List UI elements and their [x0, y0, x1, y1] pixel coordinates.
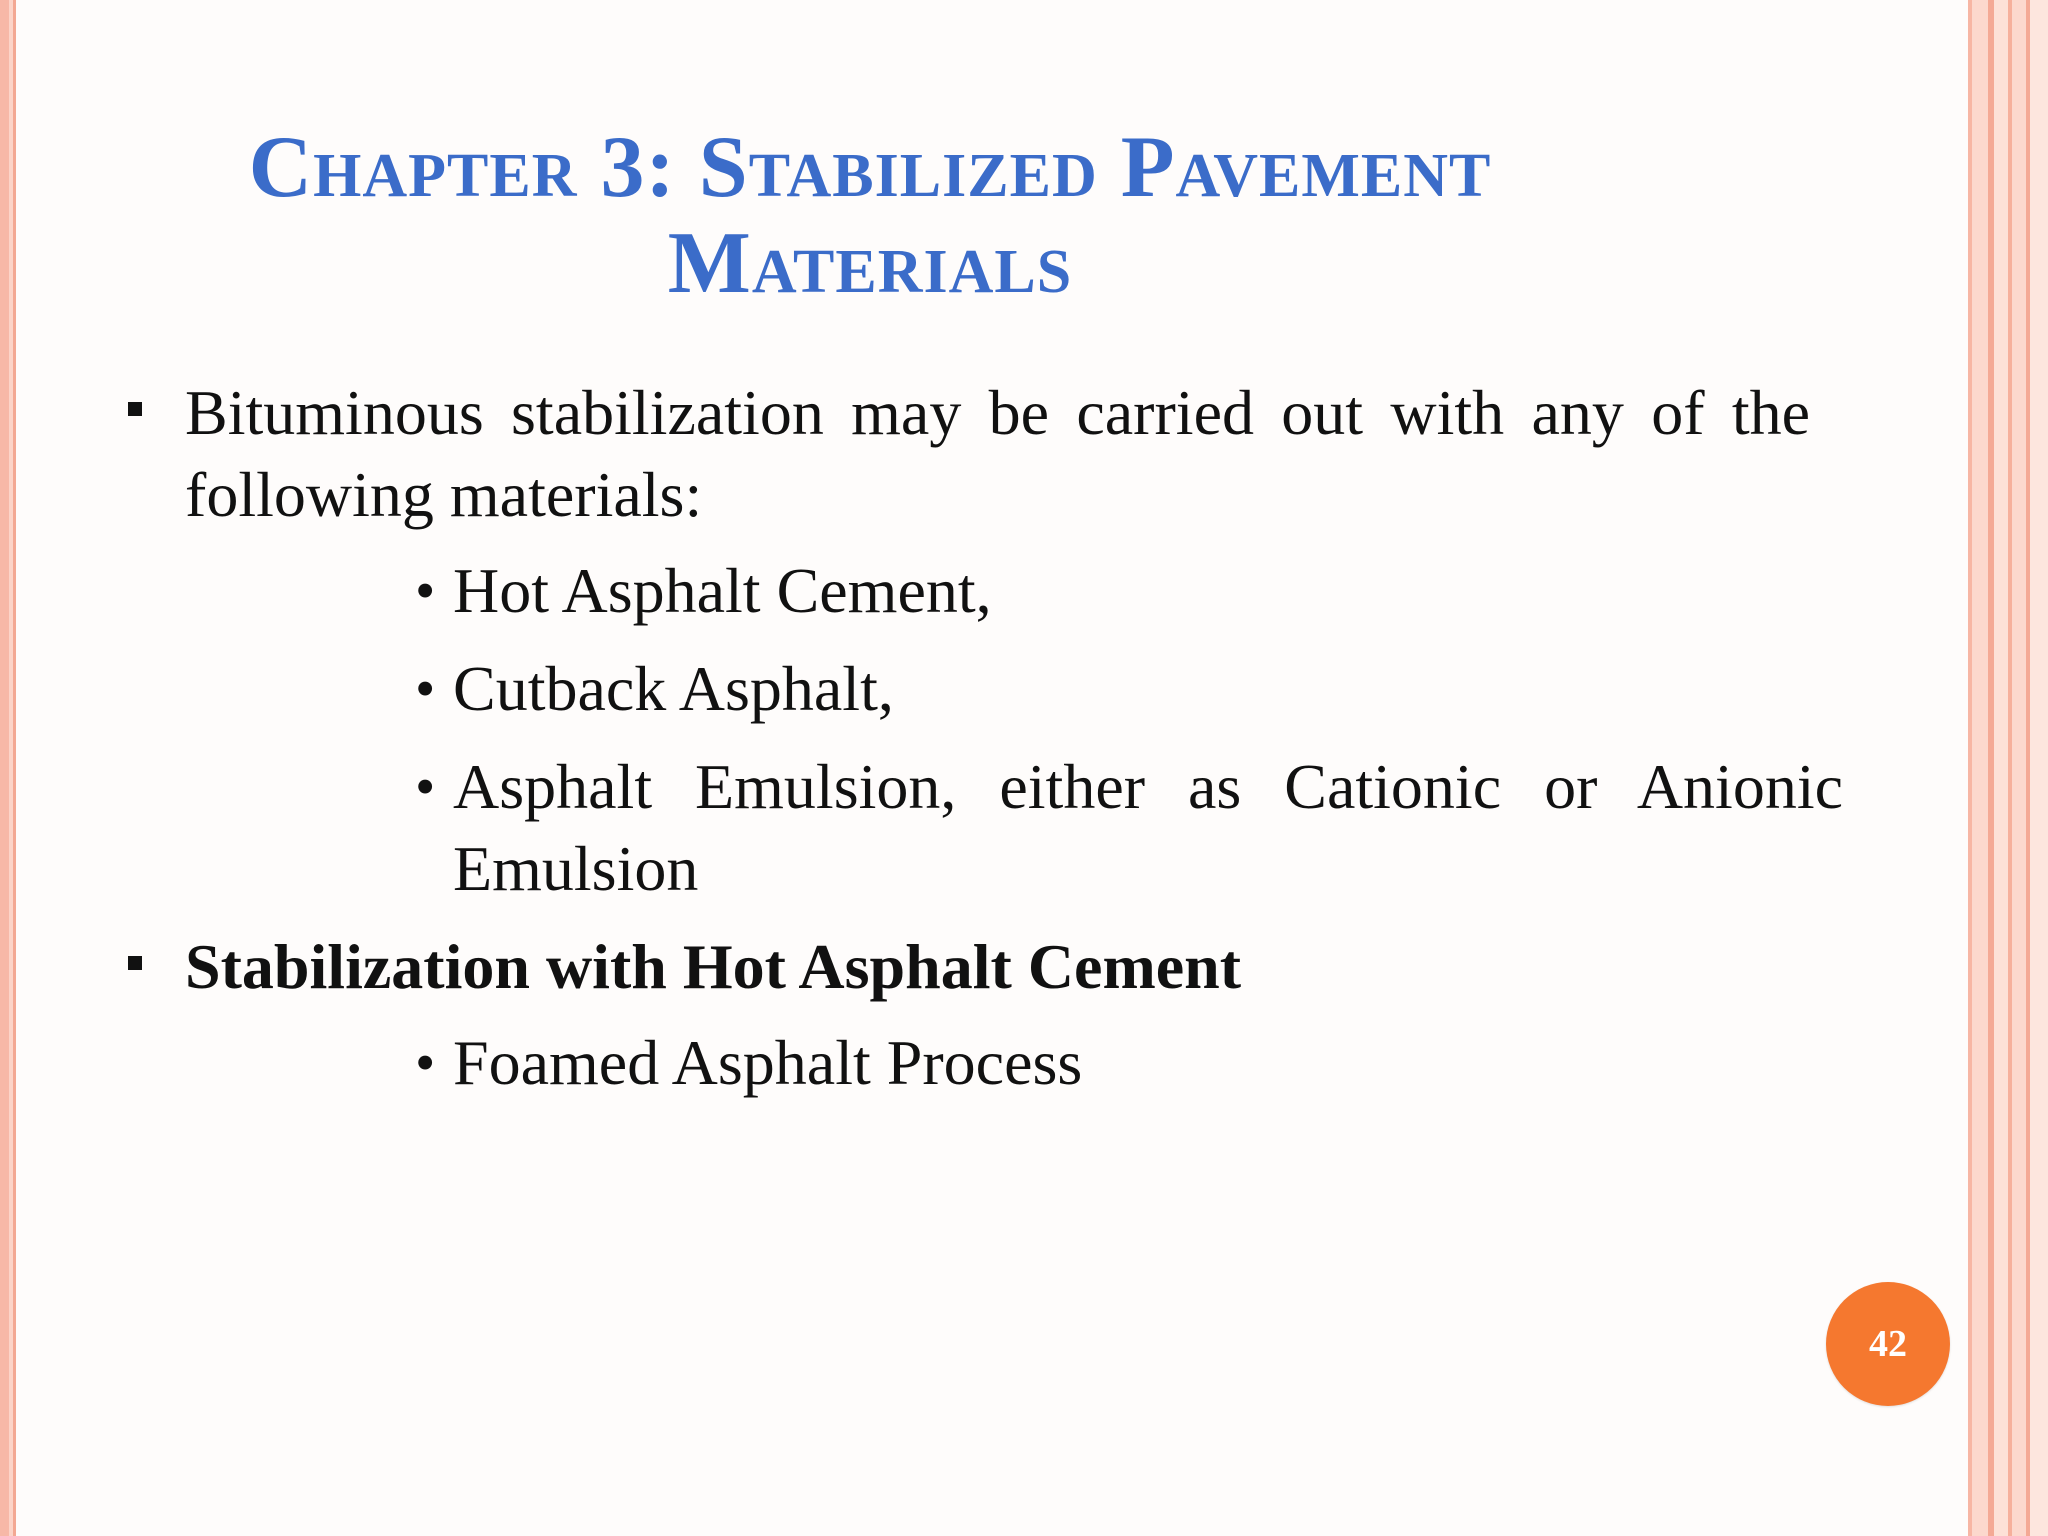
- main-bullet-text: Stabilization with Hot Asphalt Cement: [185, 931, 1242, 1002]
- materials-sublist: [120, 550, 1843, 910]
- sub-bullet-text: Cutback Asphalt,: [453, 653, 894, 724]
- main-bullet: [120, 926, 1810, 1008]
- right-decorative-border: [1960, 0, 2048, 1536]
- square-bullet-icon: [128, 402, 142, 416]
- slide-content: [120, 372, 1843, 1120]
- round-bullet-icon: •: [415, 754, 436, 819]
- main-bullet: [120, 372, 1810, 536]
- sub-bullet: [415, 746, 1843, 910]
- slide-title: Chapter 3: Stabilized Pavement Materials: [248, 119, 1492, 312]
- sub-bullet-text: Hot Asphalt Cement,: [453, 555, 992, 626]
- round-bullet-icon: •: [415, 1030, 436, 1095]
- square-bullet-icon: [128, 956, 142, 970]
- sub-bullet-text: Foamed Asphalt Process: [453, 1027, 1083, 1098]
- sub-bullet: [415, 1022, 1810, 1104]
- sub-bullet: [415, 550, 1810, 632]
- process-sublist: [120, 1022, 1810, 1104]
- round-bullet-icon: •: [415, 656, 436, 721]
- sub-bullet: [415, 648, 1810, 730]
- round-bullet-icon: •: [415, 558, 436, 623]
- page-number-badge: 42: [1826, 1282, 1950, 1406]
- left-decorative-border: [0, 0, 18, 1536]
- main-bullet-text: Bituminous stabilization may be carried out with any of the following materials:: [185, 377, 1810, 530]
- sub-bullet-text: Asphalt Emulsion, either as Cationic or Anionic Emulsion: [453, 751, 1843, 904]
